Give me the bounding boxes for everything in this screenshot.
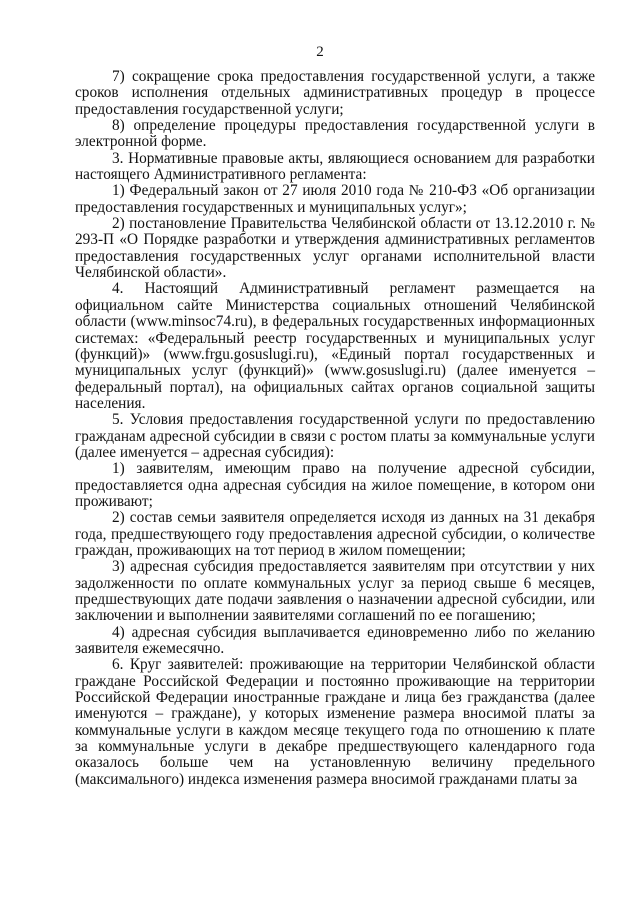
paragraph-item-7: 7) сокращение срока предоставления государственной услуги, а также сроков исполнения отдельных административных процедур в процессе предоставления государственной услуги; (75, 68, 595, 118)
page-number: 2 (316, 44, 324, 60)
paragraph-law-1: 1) Федеральный закон от 27 июля 2010 года № 210-ФЗ «Об организации предоставления государственных и муниципальных услуг»; (75, 182, 595, 216)
paragraph-section-4: 4. Настоящий Административный регламент размещается на официальном сайте Министерства социальных отношений Челябинской области (www.minsoc74.ru), в федеральных государственных информационных системах: «Федеральный реестр государственных и муниципальных услуг (функций)» (www.frgu.gosuslugi.ru), «Единый портал государственных и муниципальных услуг (функций)» (www.gosuslugi.ru) (далее именуется – федеральный портал), на официальных сайтах органов социальной защиты населения. (75, 280, 595, 412)
paragraph-item-8: 8) определение процедуры предоставления государственной услуги в электронной форме. (75, 117, 595, 151)
paragraph-section-6: 6. Круг заявителей: проживающие на территории Челябинской области граждане Российской Федерации и постоянно проживающие на территории Российской Федерации иностранные граждане и лица без гражданства (далее именуются – граждане), у которых изменение размера вносимой платы за коммунальные услуги в каждом месяце текущего года по отношению к плате за коммунальные услуги в декабре предшествующего календарного года оказалось больше чем на установленную величину предельного (максимального) индекса изменения размера вносимой гражданами платы за (75, 656, 595, 788)
paragraph-condition-1: 1) заявителям, имеющим право на получение адресной субсидии, предоставляется одна адресная субсидия на жилое помещение, в котором они проживают; (75, 460, 595, 510)
paragraph-section-5: 5. Условия предоставления государственной услуги по предоставлению гражданам адресной субсидии в связи с ростом платы за коммунальные услуги (далее именуется – адресная субсидия): (75, 411, 595, 461)
paragraph-condition-2: 2) состав семьи заявителя определяется исходя из данных на 31 декабря года, предшествующего году предоставления адресной субсидии, о количестве граждан, проживающих на тот период в жилом помещении; (75, 509, 595, 559)
paragraph-condition-3: 3) адресная субсидия предоставляется заявителям при отсутствии у них задолженности по оплате коммунальных услуг за период свыше 6 месяцев, предшествующих дате подачи заявления о назначении адресной субсидии, или заключении и выполнении заявителями соглашений по ее погашению; (75, 558, 595, 625)
paragraph-condition-4: 4) адресная субсидия выплачивается единовременно либо по желанию заявителя ежемесячно. (75, 623, 595, 658)
paragraph-law-2: 2) постановление Правительства Челябинской области от 13.12.2010 г. № 293-П «О Порядке разработки и утверждения административных регламентов предоставления государственных услуг органами исполнительной власти Челябинской области». (75, 215, 595, 282)
paragraph-section-3: 3. Нормативные правовые акты, являющиеся основанием для разработки настоящего Административного регламента: (75, 149, 595, 184)
document-body (75, 69, 595, 788)
